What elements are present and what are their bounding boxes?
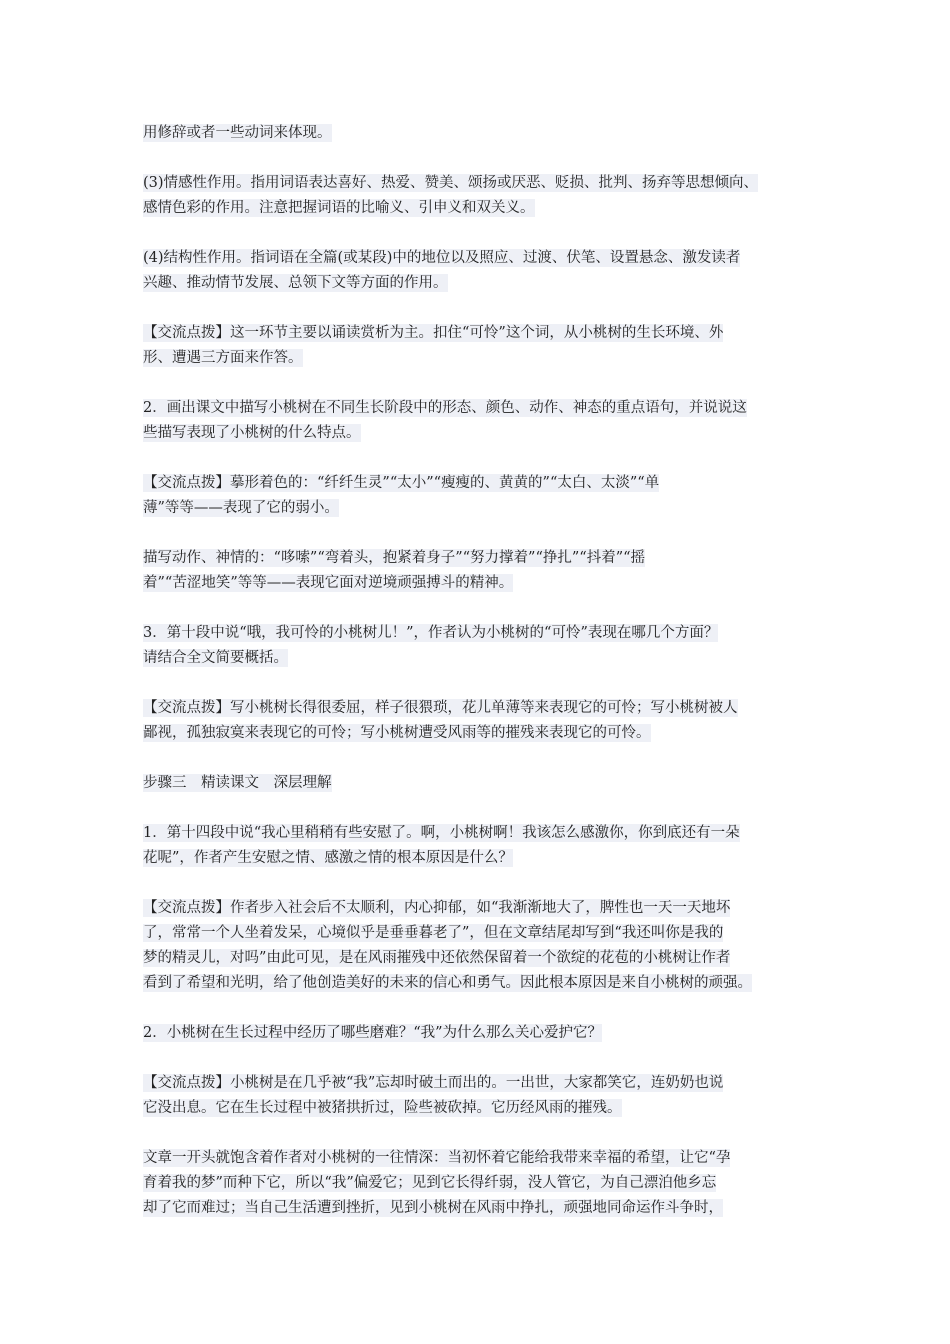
text-line: 梦的精灵儿，对吗”由此可见，是在风雨摧残中还依然保留着一个欲绽的花苞的小桃树让作者 [143,950,731,966]
text-line: 【交流点拨】摹形着色的：“纤纤生灵”“太小”“瘦瘦的、黄黄的”“太白、太淡”“单 [143,475,660,491]
paragraph [143,621,823,671]
paragraph [143,1146,823,1221]
text-line: 【交流点拨】这一环节主要以诵读赏析为主。扣住“可怜”这个词，从小桃树的生长环境、外 [143,325,724,341]
paragraph [143,896,823,996]
paragraph [143,696,823,746]
text-line: 请结合全文简要概括。 [143,650,288,666]
text-line: 3．第十段中说“哦，我可怜的小桃树儿！”，作者认为小桃树的“可怜”表现在哪几个方面？ [143,625,719,641]
text-line: 【交流点拨】作者步入社会后不太顺利，内心抑郁，如“我渐渐地大了，脾性也一天一天地坏 [143,900,731,916]
paragraph [143,246,823,296]
text-line: 【交流点拨】小桃树是在几乎被“我”忘却时破土而出的。一出世，大家都笑它，连奶奶也说 [143,1075,724,1091]
paragraph [143,121,823,146]
text-line: 描写动作、神情的：“哆嗦”“弯着头，抱紧着身子”“努力撑着”“挣扎”“抖着”“摇 [143,550,646,566]
text-line: 却了它而难过；当自己生活遭到挫折，见到小桃树在风雨中挣扎，顽强地同命运作斗争时， [143,1200,723,1216]
document-page [143,121,823,1246]
section-heading [143,771,823,796]
text-line: 些描写表现了小桃树的什么特点。 [143,425,361,441]
text-line: 育着我的梦”而种下它，所以“我”偏爱它；见到它长得纤弱，没人管它，为自己漂泊他乡忘 [143,1175,717,1191]
paragraph [143,171,823,221]
text-line: 兴趣、推动情节发展、总领下文等方面的作用。 [143,275,448,291]
text-line: 2．画出课文中描写小桃树在不同生长阶段中的形态、颜色、动作、神态的重点语句，并说说这 [143,400,747,416]
text-line: 步骤三 精读课文 深层理解 [143,775,332,791]
paragraph [143,321,823,371]
text-line: 花呢”，作者产生安慰之情、感激之情的根本原因是什么？ [143,850,513,866]
paragraph [143,1021,823,1046]
text-line: 2．小桃树在生长过程中经历了哪些磨难？“我”为什么那么关心爱护它？ [143,1025,603,1041]
paragraph [143,396,823,446]
text-line: 它没出息。它在生长过程中被猪拱折过，险些被砍掉。它历经风雨的摧残。 [143,1100,622,1116]
text-line: 文章一开头就饱含着作者对小桃树的一往情深：当初怀着它能给我带来幸福的希望，让它“孕 [143,1150,731,1166]
text-line: 看到了希望和光明，给了他创造美好的未来的信心和勇气。因此根本原因是来自小桃树的顽强。 [143,975,752,991]
paragraph [143,471,823,521]
text-line: 鄙视，孤独寂寞来表现它的可怜；写小桃树遭受风雨等的摧残来表现它的可怜。 [143,725,651,741]
text-line: (4)结构性作用。指词语在全篇(或某段)中的地位以及照应、过渡、伏笔、设置悬念、激发读者 [143,250,741,266]
text-line: 薄”等等——表现了它的弱小。 [143,500,339,516]
text-line: 【交流点拨】写小桃树长得很委屈，样子很猥琐，花儿单薄等来表现它的可怜；写小桃树被人 [143,700,738,716]
paragraph [143,821,823,871]
text-line: 了，常常一个人坐着发呆，心境似乎是垂垂暮老了”，但在文章结尾却写到“我还叫你是我的 [143,925,724,941]
text-line: 感情色彩的作用。注意把握词语的比喻义、引申义和双关义。 [143,200,535,216]
paragraph [143,1071,823,1121]
paragraph [143,546,823,596]
text-line: 用修辞或者一些动词来体现。 [143,125,332,141]
text-line: (3)情感性作用。指用词语表达喜好、热爱、赞美、颂扬或厌恶、贬损、批判、扬弃等思想倾向、 [143,175,759,191]
text-line: 1．第十四段中说“我心里稍稍有些安慰了。啊，小桃树啊！我该怎么感激你，你到底还有一朵 [143,825,740,841]
text-line: 着”“苦涩地笑”等等——表现它面对逆境顽强搏斗的精神。 [143,575,514,591]
text-line: 形、遭遇三方面来作答。 [143,350,303,366]
